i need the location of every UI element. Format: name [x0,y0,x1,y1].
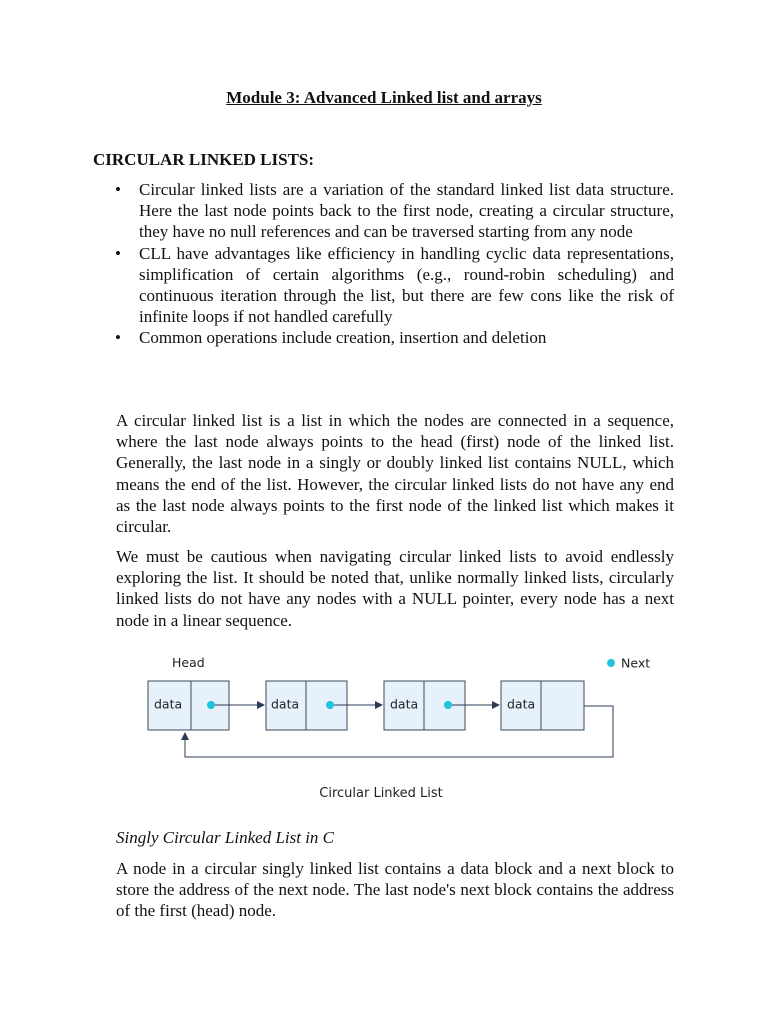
bullet-icon: • [115,328,121,348]
paragraph-caution: We must be cautious when navigating circular linked lists to avoid endlessly exploring the list. It should be noted that, unlike normally linked lists, circularly linked lists do not have any nodes with a NULL pointer, every node has a next node in a linear sequence. [116,547,674,630]
paragraph-definition: A circular linked list is a list in which the nodes are connected in a sequence, where the last node always points to the head (first) node of the linked list. Generally, the last node in a singly or doubly linked list contains NULL, which means the end of the list. However, the circular linked lists do not have any end as the last node always points to the first node of the linked list which makes it circular. [116,411,674,537]
head-label: Head [172,655,205,670]
section-heading: CIRCULAR LINKED LISTS: [93,150,315,169]
bullet-item [115,327,674,348]
bullet-text: CLL have advantages like efficiency in handling cyclic data representations, simplification of certain algorithms (e.g., round-robin scheduling) and continuous iteration through the list, but there are few cons like the risk of infinite loops if not handled carefully [139,243,674,327]
node-data-label: data [507,696,536,712]
node-data-label: data [271,696,300,712]
bullet-icon: • [115,243,121,263]
legend-label: Next [621,655,651,671]
paragraph-node-structure: A node in a circular singly linked list contains a data block and a next block to store the address of the next node. The last node's next block contains the address of the first (head) node. [116,859,674,921]
diagram-caption: Circular Linked List [319,786,443,801]
bullet-item [115,179,674,243]
bullet-icon: • [115,180,121,199]
pointer-dot-icon [207,701,215,709]
subheading: Singly Circular Linked List in C [116,828,335,847]
list-node [501,681,584,730]
bullet-text: Circular linked lists are a variation of the standard linked list data structure. Here the last node points back to the first node, creating a circular structure, they have no null references and can be traversed starting from any node [139,180,674,242]
node-data-label: data [390,696,419,712]
page-title: Module 3: Advanced Linked list and arrays [226,88,542,107]
circular-linked-list-diagram [140,648,660,808]
legend-dot-icon [607,659,615,667]
node-next-cell [541,681,584,730]
bullet-text: Common operations include creation, insertion and deletion [139,328,547,348]
pointer-dot-icon [444,701,452,709]
pointer-dot-icon [326,701,334,709]
bullet-item [115,243,674,328]
bullet-list [115,179,674,349]
node-data-label: data [154,696,183,712]
